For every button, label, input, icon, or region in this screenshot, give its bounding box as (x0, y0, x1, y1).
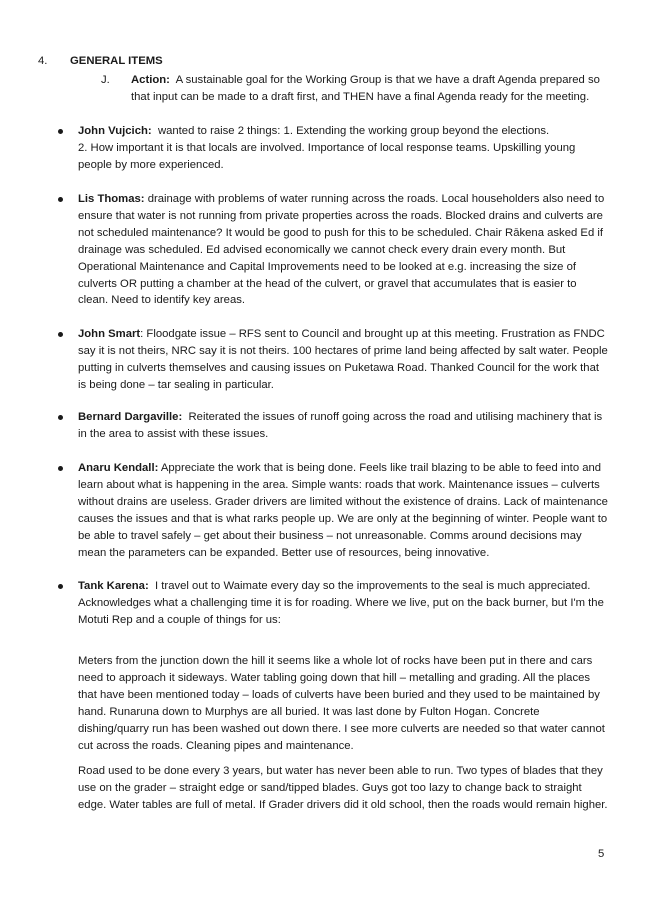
section-heading (38, 53, 163, 70)
bullet-icon (58, 129, 63, 134)
item-text: 2. How important it is that locals are involved. Importance of local response teams. Upskilling young people by more experienced. (78, 141, 576, 171)
bullet-icon (58, 415, 63, 420)
bullet-icon (58, 584, 63, 589)
speaker-name: Bernard Dargaville: (78, 411, 183, 423)
body-paragraph: Road used to be done every 3 years, but water has never been able to run. Two types of blades that they use on the grader – straight edge or sand/tipped blades. Guys got too lazy to change back to straight edge. Water tables are full of metal. If Grader drivers did it old school, then the roads would remain higher. (78, 765, 608, 811)
item-text: wanted to raise 2 things: 1. Extending the working group beyond the elections. (157, 125, 550, 137)
speaker-name: John Vujcich: (78, 125, 152, 137)
subitem-text: A sustainable goal for the Working Group is that we have a draft Agenda prepared so that input can be made to a draft first, and THEN have a final Agenda ready for the meeting. (131, 74, 600, 103)
bullet-icon (58, 466, 63, 471)
subitem-label: Action: (131, 74, 170, 86)
section-number: 4. (38, 55, 48, 67)
list-item (78, 191, 608, 309)
speaker-name: John Smart (78, 328, 141, 340)
item-text: Appreciate the work that is being done. Feels like trail blazing to be able to feed into and learn about what is happening in the area. Simple wants: roads that work. Maintenance issues – culverts without drains are useless. Grader drivers are limited without the existence of drains. Lack of maintenance causes the issues and that is what rarks people up. We are only at the beginning of winter. People want to be able to travel safely – get about their business – not unreasonable. Comms around decisions may mean the parameters can be expanded. Better use of resources, being innovative. (78, 462, 608, 559)
bullet-icon (58, 197, 63, 202)
speaker-name: Lis Thomas: (78, 193, 145, 205)
item-text: : Floodgate issue – RFS sent to Council and brought up at this meeting. Frustration as FNDC say it is not theirs, NRC say it is not theirs. 100 hectares of prime land being affected by salt water. People putting in culverts themselves and causing issues on Puketawa Road. Thanked Council for the work that is being done – tar sealing in particular. (78, 328, 608, 391)
section-title: GENERAL ITEMS (70, 55, 163, 67)
action-subitem (101, 72, 606, 106)
speaker-name: Tank Karena: (78, 580, 149, 592)
subitem-body (131, 72, 606, 106)
page-number: 5 (598, 848, 605, 860)
list-item (78, 326, 608, 394)
item-text: Reiterated the issues of runoff going across the road and utilising machinery that is in the area to assist with these issues. (78, 411, 603, 440)
list-item (78, 460, 608, 561)
item-text: I travel out to Waimate every day so the improvements to the seal is much appreciated. Acknowledges what a challenging time it is for roading. Where we live, put on the back burner, but I'm the Motuti Rep and a couple of things for us: (78, 580, 604, 626)
speaker-name: Anaru Kendall: (78, 462, 159, 474)
list-item (78, 123, 608, 174)
subitem-letter: J. (101, 74, 110, 86)
bullet-icon (58, 332, 63, 337)
body-paragraph: Meters from the junction down the hill it seems like a whole lot of rocks have been put in there and cars need to approach it sideways. Water tabling going down that hill – metalling and grading. All the places that have been mentioned today – loads of culverts have been buried and they used to be maintained by hand. Runaruna down to Murphys are all buried. It was last done by Fulton Hogan. Concrete dishing/quarry run has been washed out down there. I see more culverts are needed so that water cannot cut across the roads. Cleaning pipes and maintenance. (78, 655, 605, 752)
list-item (78, 409, 608, 443)
list-item (78, 578, 608, 629)
item-text: drainage with problems of water running across the roads. Local householders also need to ensure that water is not running from private properties across the roads. Blocked drains and culverts are not scheduled maintenance? It would be good to push for this to be scheduled. Chair Rākena asked Ed if drainage was scheduled. Ed advised economically we cannot check every drain every month. But Operational Maintenance and Capital Improvements need to be looked at e.g. increasing the size of culverts OR putting a chamber at the head of the culvert, or gravel that accumulates that is easier to clean. Need to identify key areas. (78, 193, 605, 307)
